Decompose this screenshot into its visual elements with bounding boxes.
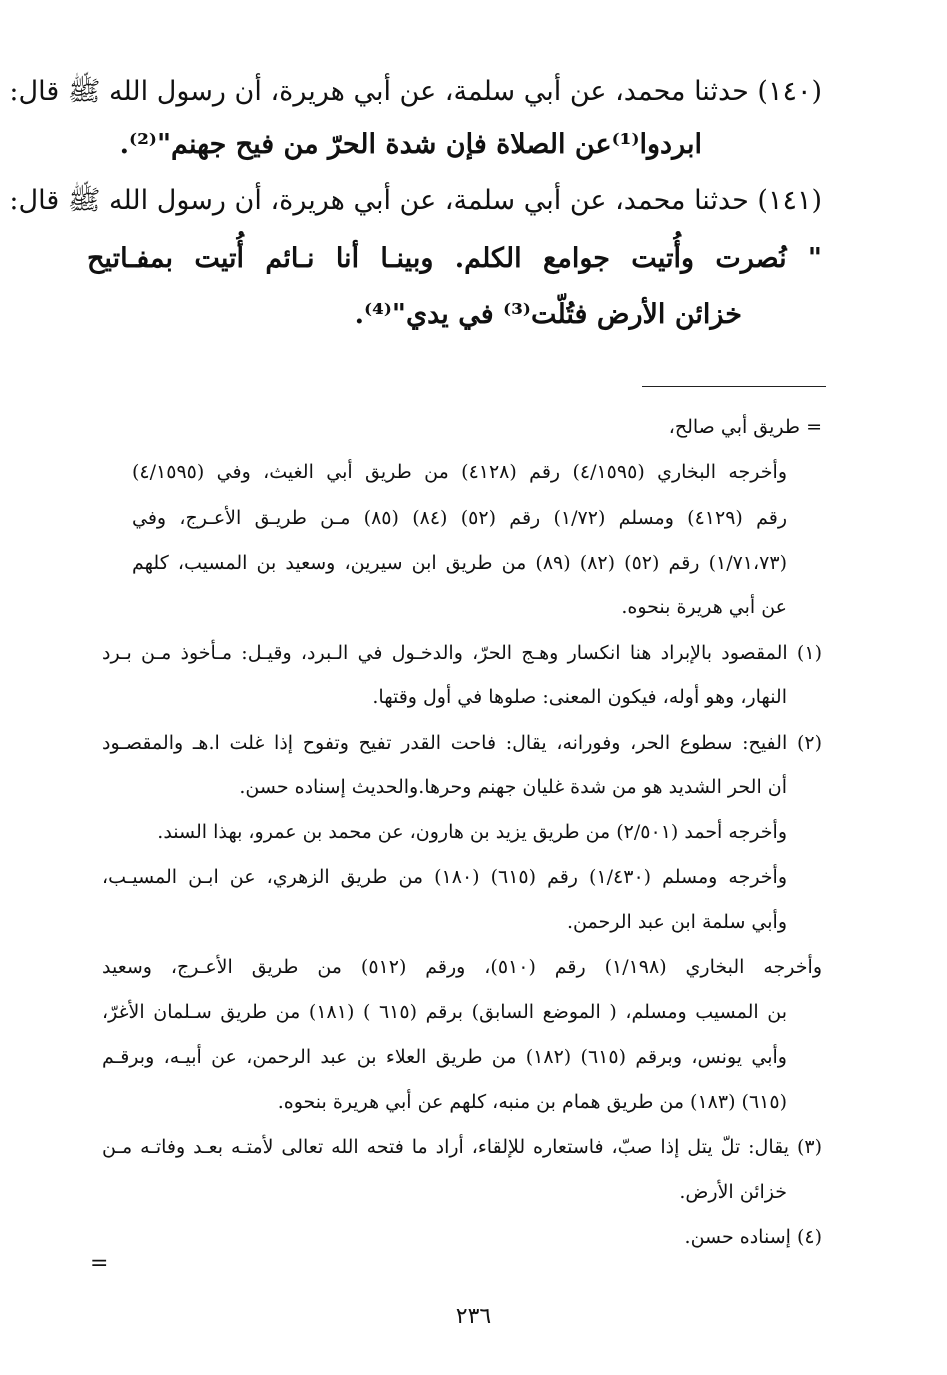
- hadith-141-matn-line-2: خزائن الأرض فتُلّت⁽³⁾ في يدي"⁽⁴⁾.: [354, 299, 742, 330]
- footnote-1: (١) المقصود بالإبراد هنا انكسار وهـج الحرّ، والدخـول في الـبرد، وقيـل: مـأخوذ مـن بـرد: [102, 642, 822, 664]
- footnote-line: خزائن الأرض.: [679, 1181, 787, 1203]
- footnote-line: بن المسيب ومسلم، ( الموضع السابق) برقم (٦١٥ ) (١٨١) من طريق سـلمان الأغرّ،: [102, 1001, 788, 1023]
- footnote-line: رقم (٤١٢٩) ومسلم (١/٧٢) رقم (٥٢) (٨٤) (٨٥) مـن طريـق الأعـرج، وفي: [132, 507, 788, 529]
- hadith-141-isnad: (١٤١) حدثنا محمد، عن أبي سلمة، عن أبي هريرة، أن رسول الله ﷺ قال:: [9, 185, 822, 216]
- footnote-line: = طريق أبي صالح،: [668, 416, 822, 438]
- footnote-line: عن أبي هريرة بنحوه.: [621, 596, 787, 618]
- footnote-4: (٤) إسناده حسن.: [684, 1226, 822, 1248]
- page-number: ٢٣٦: [455, 1304, 492, 1329]
- footnote-line: النهار، وهو أوله، فيكون المعنى: صلوها في أول وقتها.: [372, 686, 787, 708]
- footnote-line: وأخرجه البخاري (١/١٩٨) رقم (٥١٠)، ورقم (٥١٢) من طريق الأعـرج، وسعيد: [102, 956, 822, 978]
- footnote-line: (٦١٥) (١٨٣) من طريق همام بن منبه، كلهم عن أبي هريرة بنحوه.: [277, 1091, 787, 1113]
- footnote-divider: [642, 386, 826, 387]
- footnote-line: وأخرجه أحمد (٢/٥٠١) من طريق يزيد بن هارون، عن محمد بن عمرو، بهذا السند.: [157, 821, 787, 843]
- footnote-2: (٢) الفيح: سطوع الحر، وفورانه، يقال: فاحت القدر تفيح وتفوح إذا غلت ا.هـ والمقصـود: [102, 732, 822, 754]
- hadith-140-matn: ابردوا⁽¹⁾عن الصلاة فإن شدة الحرّ من فيح جهنم"⁽²⁾.: [119, 129, 702, 160]
- footnote-line: وأخرجه البخاري (٤/١٥٩٥) رقم (٤١٢٨) من طريق أبي الغيث، وفي (٤/١٥٩٥): [132, 461, 787, 483]
- footnote-3: (٣) يقال: تلّ يتل إذا صبّ، فاستعاره للإلقاء، أراد ما فتحه الله تعالى لأمتـه بعـد وفاتـه مـن: [102, 1136, 822, 1158]
- footnote-line: وأخرجه ومسلم (١/٤٣٠) رقم (٦١٥) (١٨٠) من طريق الزهري، عن ابـن المسيـب،: [102, 866, 787, 888]
- footnote-line: وأبي سلمة ابن عبد الرحمن.: [567, 911, 787, 933]
- footnote-line: (١/٧١،٧٣) رقم (٥٢) (٨٢) (٨٩) من طريق ابن سيرين، وسعيد بن المسيب، كلهم: [132, 552, 787, 574]
- hadith-141-matn-line-1: " نُصرت وأُتيت جوامع الكلم. وبينـا أنا نـائم أُتيت بمفـاتيح: [87, 243, 822, 274]
- continuation-mark: =: [90, 1251, 109, 1276]
- footnote-line: أن الحر الشديد هو من شدة غليان جهنم وحرها.والحديث إسناده حسن.: [239, 776, 787, 798]
- hadith-140-isnad: (١٤٠) حدثنا محمد، عن أبي سلمة، عن أبي هريرة، أن رسول الله ﷺ قال:: [9, 76, 822, 107]
- footnote-line: وأبي يونس، وبرقم (٦١٥) (١٨٢) من طريق العلاء بن عبد الرحمن، عن أبيـه، وبرقـم: [102, 1046, 787, 1068]
